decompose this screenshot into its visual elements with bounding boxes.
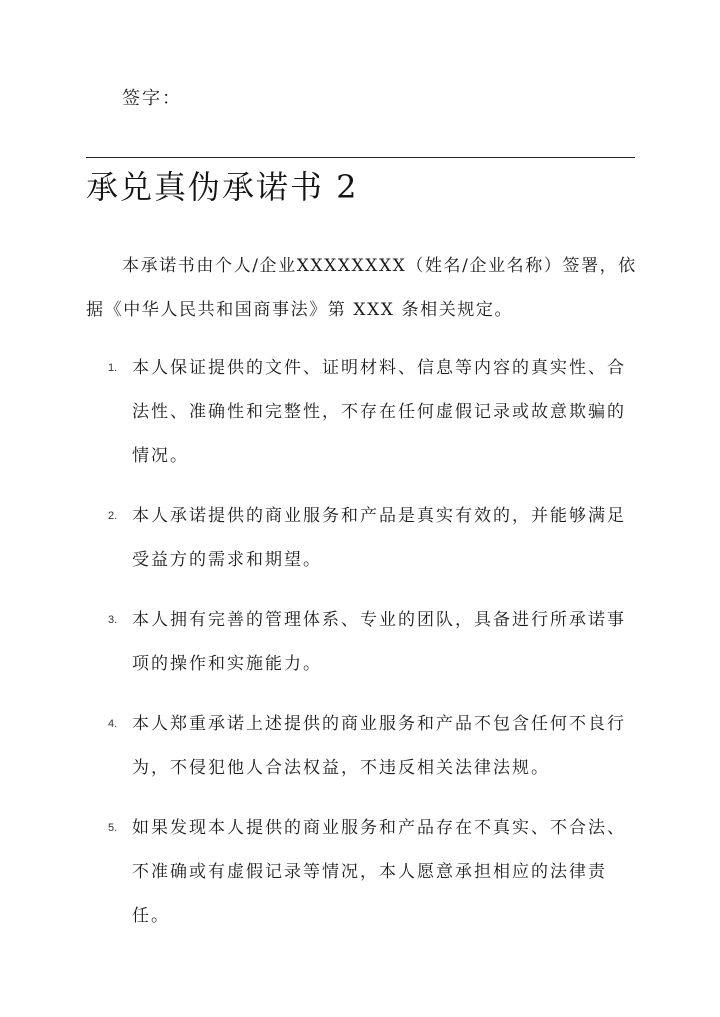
list-item	[108, 702, 628, 790]
item-number: 3.	[108, 614, 118, 626]
item-text: 本人拥有完善的管理体系、专业的团队，具备进行所承诺事项的操作和实施能力。	[132, 610, 626, 674]
signature-label: 签字：	[122, 88, 182, 109]
commitment-list	[108, 346, 628, 954]
item-text: 本人承诺提供的商业服务和产品是真实有效的，并能够满足受益方的需求和期望。	[132, 506, 626, 570]
intro-line-2: 据《中华人民共和国商事法》第 XXX 条相关规定。	[86, 300, 514, 320]
list-item	[108, 494, 628, 582]
item-number: 2.	[108, 510, 118, 522]
item-text: 本人郑重承诺上述提供的商业服务和产品不包含任何不良行为，不侵犯他人合法权益，不违反相关法律法规。	[132, 714, 626, 778]
item-text: 如果发现本人提供的商业服务和产品存在不真实、不合法、不准确或有虚假记录等情况，本人愿意承担相应的法律责任。	[132, 818, 626, 926]
item-number: 4.	[108, 718, 118, 730]
list-item	[108, 806, 628, 938]
list-item	[108, 346, 628, 478]
list-item	[108, 598, 628, 686]
item-number: 5.	[108, 822, 118, 834]
intro-line-1: 本承诺书由个人/企业XXXXXXXX（姓名/企业名称）签署，依	[122, 256, 637, 276]
item-number: 1.	[108, 362, 118, 374]
document-title: 承兑真伪承诺书 2	[86, 168, 359, 206]
section-divider	[86, 157, 635, 158]
intro-paragraph	[86, 244, 635, 332]
item-text: 本人保证提供的文件、证明材料、信息等内容的真实性、合法性、准确性和完整性，不存在任何虚假记录或故意欺骗的情况。	[132, 358, 626, 466]
